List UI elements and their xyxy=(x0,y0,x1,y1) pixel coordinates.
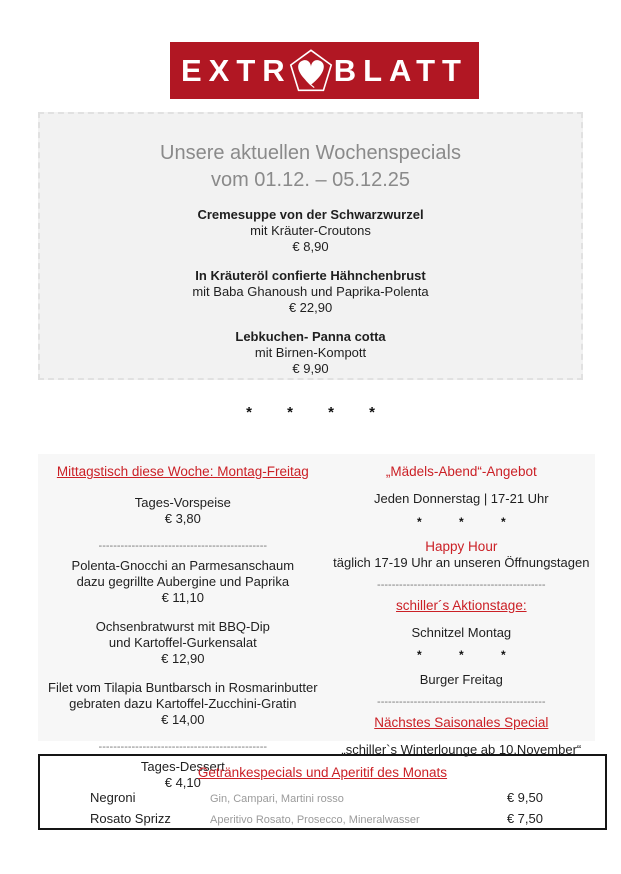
course-description: dazu gegrillte Aubergine und Paprika xyxy=(76,574,290,589)
dashed-divider: ---------------------------------------------- xyxy=(377,579,546,591)
dish-price: € 22,90 xyxy=(288,300,333,315)
logo-text-extr: EXTR xyxy=(181,53,292,88)
saisonales-special-text: „schiller`s Winterlounge ab 10.November“ xyxy=(341,742,582,757)
drink-row-negroni xyxy=(40,788,605,809)
aktionstage-item-schnitzel: Schnitzel Montag xyxy=(411,625,512,640)
happy-hour-text: täglich 17-19 Uhr an unseren Öffnungstagen xyxy=(333,555,590,570)
special-dish-dessert xyxy=(40,329,581,377)
course-name: Tages-Vorspeise xyxy=(134,495,231,510)
course-price: € 14,00 xyxy=(161,712,205,727)
maedels-abend-text: Jeden Donnerstag | 17-21 Uhr xyxy=(373,491,549,506)
dish-name: Cremesuppe von der Schwarzwurzel xyxy=(197,207,424,222)
heart-pentagon-icon xyxy=(288,48,334,94)
dashed-divider: ---------------------------------------------- xyxy=(98,540,268,552)
course-name: Ochsenbratwurst mit BBQ-Dip xyxy=(95,619,270,634)
lunch-course-starter xyxy=(38,495,328,527)
dish-price: € 9,90 xyxy=(292,361,329,376)
drink-name: Negroni xyxy=(90,790,136,805)
events-column xyxy=(328,464,595,757)
dish-price: € 8,90 xyxy=(292,239,329,254)
specials-title-line2: vom 01.12. – 05.12.25 xyxy=(210,169,411,191)
special-dish-main xyxy=(40,268,581,316)
aktionstage-heading: schiller´s Aktionstage: xyxy=(396,598,527,613)
course-name: Polenta-Gnocchi an Parmesanschaum xyxy=(71,558,295,573)
stars-row: * * * xyxy=(416,648,506,662)
drink-ingredients: Gin, Campari, Martini rosso xyxy=(210,793,344,805)
dish-description: mit Kräuter-Croutons xyxy=(250,223,371,238)
lunch-course-fish xyxy=(38,680,328,728)
aktionstage-item-burger: Burger Freitag xyxy=(419,672,503,687)
course-name: Tages-Dessert xyxy=(140,759,225,774)
course-price: € 4,10 xyxy=(164,775,201,790)
drink-name: Rosato Sprizz xyxy=(90,811,171,826)
dashed-divider: ---------------------------------------------- xyxy=(377,696,546,708)
dish-name: Lebkuchen- Panna cotta xyxy=(235,329,386,344)
lunch-heading: Mittagstisch diese Woche: Montag-Freitag xyxy=(56,464,309,479)
course-description: und Kartoffel-Gurkensalat xyxy=(108,635,257,650)
lunch-course-bratwurst xyxy=(38,619,328,667)
happy-hour-heading: Happy Hour xyxy=(425,539,498,554)
dish-name: In Kräuteröl confierte Hähnchenbrust xyxy=(195,268,426,283)
maedels-abend-heading: „Mädels-Abend“-Angebot xyxy=(385,464,537,479)
dish-description: mit Baba Ghanoush und Paprika-Polenta xyxy=(192,284,429,299)
lunch-course-gnocchi xyxy=(38,558,328,606)
course-price: € 11,10 xyxy=(161,590,205,605)
extrablatt-logo xyxy=(170,42,479,99)
course-name: Filet vom Tilapia Buntbarsch in Rosmarinbutter xyxy=(48,680,318,695)
drink-price: € 7,50 xyxy=(506,811,543,826)
drink-row-rosato-sprizz xyxy=(40,809,605,830)
dish-description: mit Birnen-Kompott xyxy=(254,345,367,360)
logo-text-blatt: BLATT xyxy=(333,53,468,88)
drink-ingredients: Aperitivo Rosato, Prosecco, Mineralwasser xyxy=(210,814,420,826)
course-price: € 3,80 xyxy=(164,511,201,526)
drinks-heading: Getränkespecials und Aperitif des Monats xyxy=(197,765,448,780)
course-description: gebraten dazu Kartoffel-Zucchini-Gratin xyxy=(69,696,297,711)
dashed-divider: ---------------------------------------------- xyxy=(98,741,268,753)
special-dish-soup xyxy=(40,207,581,255)
saisonales-special-heading: Nächstes Saisonales Special xyxy=(374,715,549,730)
drink-price: € 9,50 xyxy=(506,790,543,805)
weekly-specials-box xyxy=(38,112,583,380)
stars-row: * * * xyxy=(416,515,506,529)
course-price: € 12,90 xyxy=(161,651,205,666)
stars-separator: * * * * xyxy=(246,404,375,421)
specials-title-line1: Unsere aktuellen Wochenspecials xyxy=(160,142,461,164)
